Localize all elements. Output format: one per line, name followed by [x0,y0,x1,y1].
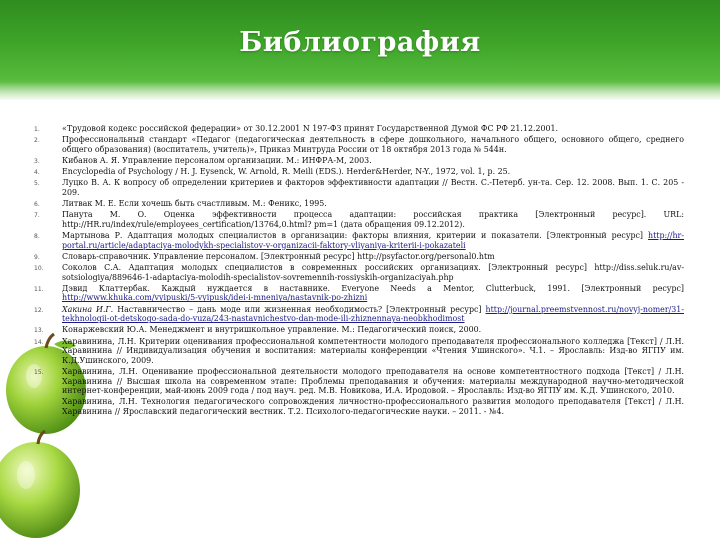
item-text: Профессиональный стандарт «Педагог (педагогическая деятельность в сфере дошкольного, начального общего, основного общего, среднего общего образования) (воспитатель, учитель)», Приказ Минтруда России от 18 октября 2013 года № 544н. [62,135,684,154]
item-number: 6. [34,201,40,209]
bibliography-list [34,124,684,418]
page-title: Библиография [239,27,481,58]
item-number: 1. [34,126,40,133]
bibliography-item [34,156,684,166]
item-number: 4. [34,169,40,177]
bibliography-item [34,210,684,229]
item-number: 8. [34,233,40,241]
item-number: 14. [34,338,44,346]
item-text [62,284,684,303]
item-number: 7. [34,212,40,220]
item-text [62,305,684,324]
item-text: Кибанов А. Я. Управление персоналом организации. М.: ИНФРА-М, 2003. [62,155,372,165]
item-number: 11. [34,285,44,293]
item-text-main: Мартынова Р. Адаптация молодых специалистов в организации: факторы влияния, критерии и показатели. [Электронный ресурс] [62,231,644,241]
bibliography-item [34,325,684,335]
item-text: Словарь-справочник. Управление персоналом. [Электронный ресурс] http://psyfactor.org/personal0.htm [62,251,495,261]
item-number: 9. [34,253,40,261]
item-number: 15. [34,368,44,376]
bibliography-item [34,135,684,154]
item-number: 3. [34,157,40,165]
item-text: Харавинина, Л.Н. Технология педагогического сопровождения личностно-профессионального развития молодого преподавателя [Текст] / Л.Н. Харавинина // Ярославский педагогический вестник. Т.2. Психолого-педагогические науки. – 2011. - №4. [62,397,684,416]
bibliography-item [34,178,684,197]
bibliography-item [34,167,684,177]
item-text: «Трудовой кодекс российской федерации» от 30.12.2001 N 197-ФЗ принят Государственной Думой ФС РФ 21.12.2001. [62,124,559,133]
bibliography-item [34,231,684,250]
item-text [62,231,684,250]
item-number: 10. [34,265,44,273]
item-number [34,397,62,399]
bibliography-item [34,367,684,396]
item-text: Конаржевский Ю.А. Менеджмент и внутришкольное управление. М.: Педагогический поиск, 2000. [62,325,482,335]
item-text: Харавинина, Л.Н. Оценивание профессиональной деятельности молодого преподавателя на основе компетентностного подхода [Текст] / Л.Н. Харавинина // Высшая школа на современном этапе: Проблемы преподавания и обучения: материалы международной научно-методической интернет-конференции, май-июнь 2009 года / под науч. ред. М.В. Новикова, И.А. Ирoдовой. – Ярославль: Изд-во ЯГПУ им. К.Д. Ушинского, 2010. [62,366,684,396]
item-number: 12. [34,306,44,314]
bibliography-item [34,284,684,303]
item-link[interactable]: http://hr-portal.ru/article/adaptaciya-molodykh-specialistov-v-organizacii-faktory-vliyaniya-kriterii-i-pokazateli [62,231,684,250]
item-text-main: Дэвид Клаттербак. Каждый нуждается в наставнике. Everyone Needs a Mentor, Clutterbuck, 1991. [Электронный ресурс] [62,283,684,293]
bibliography-item [34,124,684,134]
item-text: Литвак М. Е. Если хочешь быть счастливым. М.: Феникс, 1995. [62,199,327,209]
bibliography-item [34,199,684,209]
bibliography-item [34,252,684,262]
item-number: 2. [34,137,40,145]
item-author: Хакина И.Г. [62,304,114,314]
item-link[interactable]: http://www.khuka.com/vyipuski/5-vyipusk/idei-i-mneniya/nastavnik-po-zhizni [62,293,368,303]
item-text: Соколов С.А. Адаптация молодых специалистов в современных российских организациях. [Электронный ресурс] http://diss.seluk.ru/av-sotsiologiya/889646-1-adaptaciya-molodih-specialistov-sovremennih-rossiyskih-organizaciyah.php [62,263,684,282]
item-text: Луцко В. А. К вопросу об определении критериев и факторов эффективности адаптации // Вестн. С.-Петерб. ун-та. Сер. 12. 2008. Вып. 1. С. 205 - 209. [62,178,684,197]
bibliography-item [34,263,684,282]
bibliography-item [34,305,684,324]
item-link[interactable]: http://journal.preemstvennost.ru/novyj-nomer/31-tekhnologii-ot-detskogo-sada-do-vuza/243-nastavnichestvo-dan-mode-ili-zhiznennaya-neobkhodimost [62,304,684,324]
item-number: 13. [34,327,44,335]
item-text-main: Наставничество – дань моде или жизненная необходимость? [Электронный ресурс] [117,304,482,314]
bibliography-item [34,337,684,366]
bibliography-item [34,397,684,416]
item-text: Харавинина, Л.Н. Критерии оценивания профессиональной компетентности молодого преподавателя профессионального колледжа [Текст] / Л.Н. Харавинина // Индивидуализация обучения и воспитания: материалы конференции «Чтения Ушинского». Ч.1. – Ярославль: Изд-во ЯГПУ им. К.Д.Ушинского, 2009. [62,336,684,365]
item-text: Панута М. О. Оценка эффективности процесса адаптации: российская практика [Электронный ресурс]. URL: http://HR.ru/index/rule/employees_certification/13764,0.html? pm=1 (дата обращения 09.12.2012). [62,210,684,229]
item-number: 5. [34,180,40,188]
item-text: Encyclopedia of Psychology / H. J. Eysenck, W. Arnold, R. Meili (EDS.). Herder&Herder, N-Y., 1972, vol. 1, p. 25. [62,167,511,177]
